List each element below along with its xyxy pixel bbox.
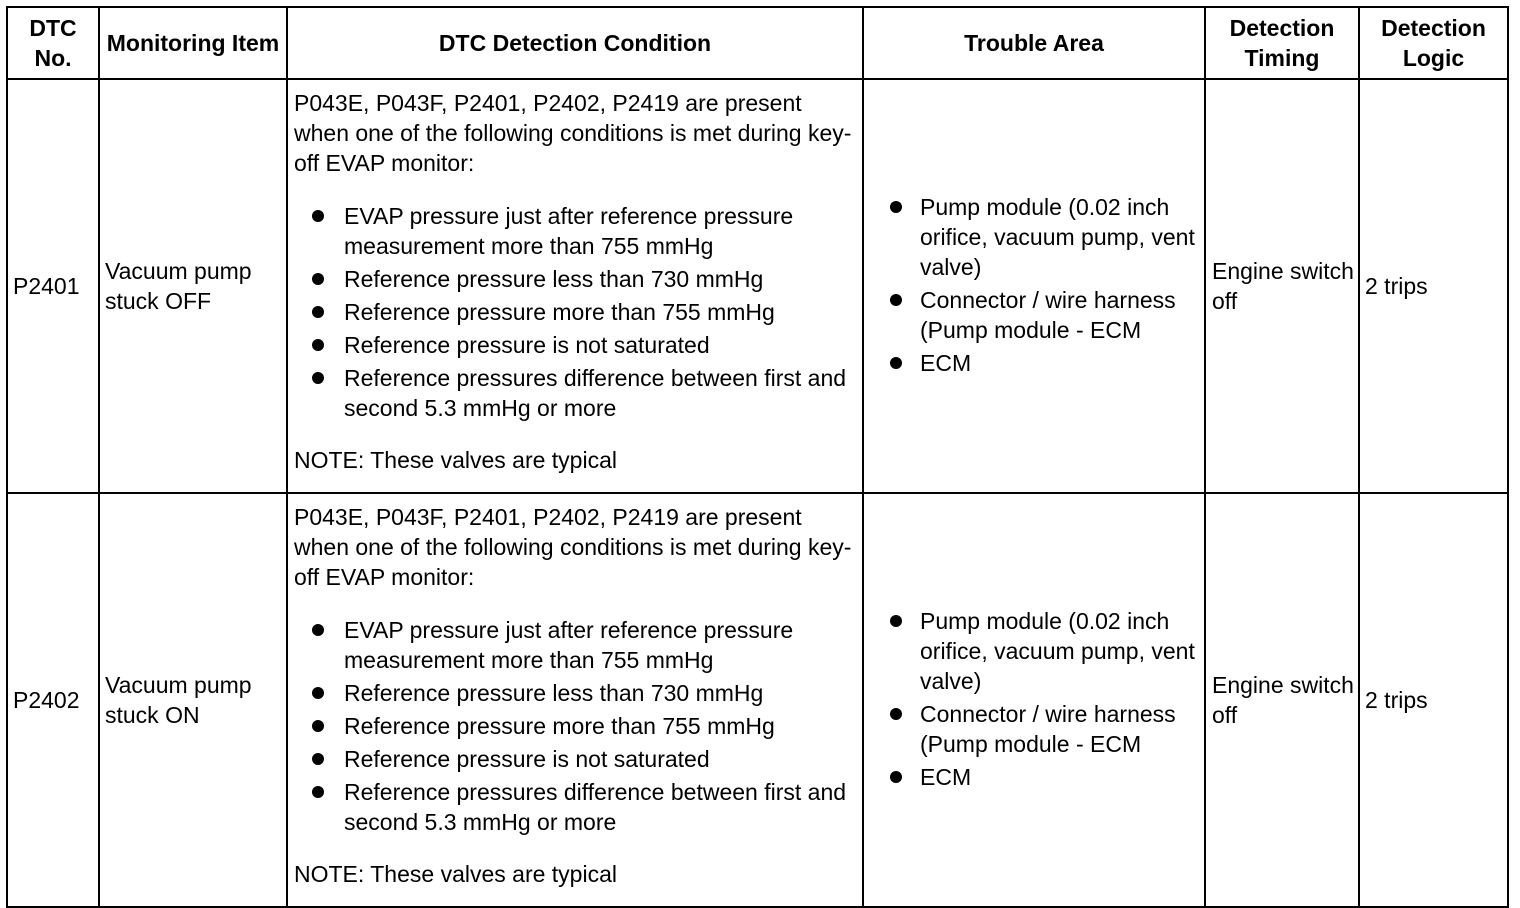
bullet-text: ECM bbox=[920, 763, 972, 790]
bullet-icon bbox=[890, 708, 902, 720]
bullet-icon bbox=[312, 306, 324, 318]
bullet-icon bbox=[890, 294, 902, 306]
trouble-area-item bbox=[888, 762, 1204, 792]
bullet-text: EVAP pressure just after reference pressure measurement more than 755 mmHg bbox=[344, 617, 794, 673]
condition-item bbox=[310, 615, 856, 675]
condition-note: NOTE: These valves are typical bbox=[294, 447, 617, 473]
bullet-text: Pump module (0.02 inch orifice, vacuum pump, vent valve) bbox=[920, 607, 1195, 694]
bullet-icon bbox=[312, 720, 324, 732]
bullet-text: Connector / wire harness (Pump module - ECM bbox=[920, 700, 1176, 757]
condition-item bbox=[310, 201, 856, 261]
trouble-area bbox=[863, 79, 1205, 493]
detection-condition bbox=[287, 493, 863, 907]
bullet-text: Reference pressures difference between first and second 5.3 mmHg or more bbox=[344, 779, 847, 835]
bullet-icon bbox=[312, 273, 324, 285]
bullet-text: Reference pressure less than 730 mmHg bbox=[344, 266, 764, 292]
bullet-text: ECM bbox=[920, 349, 972, 376]
header-detection-condition: DTC Detection Condition bbox=[287, 7, 863, 79]
bullet-icon bbox=[890, 771, 902, 783]
monitoring-item: Vacuum pump stuck OFF bbox=[99, 79, 287, 493]
dtc-table bbox=[6, 6, 1509, 908]
bullet-text: EVAP pressure just after reference pressure measurement more than 755 mmHg bbox=[344, 203, 794, 259]
detection-condition bbox=[287, 79, 863, 493]
bullet-icon bbox=[312, 753, 324, 765]
bullet-text: Reference pressure is not saturated bbox=[344, 746, 710, 772]
bullet-text: Reference pressure less than 730 mmHg bbox=[344, 680, 764, 706]
condition-item bbox=[310, 363, 856, 423]
bullet-icon bbox=[890, 357, 902, 369]
condition-item bbox=[310, 678, 856, 708]
trouble-area-item bbox=[888, 285, 1204, 345]
dtc-code: P2402 bbox=[7, 493, 99, 907]
table-row bbox=[7, 79, 1508, 493]
bullet-icon bbox=[312, 786, 324, 798]
condition-intro: P043E, P043F, P2401, P2402, P2419 are present when one of the following conditions is met during key-off EVAP monitor: bbox=[294, 504, 852, 590]
trouble-area-list bbox=[888, 192, 1204, 378]
condition-list bbox=[310, 615, 856, 837]
header-dtc-no: DTC No. bbox=[7, 7, 99, 79]
bullet-icon bbox=[890, 201, 902, 213]
table-row bbox=[7, 493, 1508, 907]
trouble-area-item bbox=[888, 192, 1204, 282]
header-detection-timing: Detection Timing bbox=[1205, 7, 1359, 79]
bullet-icon bbox=[890, 615, 902, 627]
detection-logic: 2 trips bbox=[1359, 493, 1508, 907]
header-monitoring-item: Monitoring Item bbox=[99, 7, 287, 79]
trouble-area-list bbox=[888, 606, 1204, 792]
trouble-area-item bbox=[888, 606, 1204, 696]
detection-logic: 2 trips bbox=[1359, 79, 1508, 493]
header-row bbox=[7, 7, 1508, 79]
bullet-icon bbox=[312, 624, 324, 636]
condition-item bbox=[310, 744, 856, 774]
bullet-text: Reference pressure more than 755 mmHg bbox=[344, 299, 775, 325]
trouble-area-item bbox=[888, 699, 1204, 759]
condition-intro: P043E, P043F, P2401, P2402, P2419 are present when one of the following conditions is met during key-off EVAP monitor: bbox=[294, 90, 852, 176]
bullet-text: Connector / wire harness (Pump module - ECM bbox=[920, 286, 1176, 343]
header-detection-logic: Detection Logic bbox=[1359, 7, 1508, 79]
monitoring-item: Vacuum pump stuck ON bbox=[99, 493, 287, 907]
dtc-table-wrapper bbox=[6, 6, 1509, 908]
header-trouble-area: Trouble Area bbox=[863, 7, 1205, 79]
condition-item bbox=[310, 297, 856, 327]
condition-item bbox=[310, 330, 856, 360]
bullet-icon bbox=[312, 687, 324, 699]
bullet-icon bbox=[312, 210, 324, 222]
condition-list bbox=[310, 201, 856, 423]
bullet-icon bbox=[312, 339, 324, 351]
trouble-area-item bbox=[888, 348, 1204, 378]
bullet-text: Reference pressure more than 755 mmHg bbox=[344, 713, 775, 739]
condition-item bbox=[310, 777, 856, 837]
condition-note: NOTE: These valves are typical bbox=[294, 861, 617, 887]
condition-item bbox=[310, 264, 856, 294]
bullet-icon bbox=[312, 372, 324, 384]
trouble-area bbox=[863, 493, 1205, 907]
condition-item bbox=[310, 711, 856, 741]
bullet-text: Pump module (0.02 inch orifice, vacuum pump, vent valve) bbox=[920, 193, 1195, 280]
bullet-text: Reference pressure is not saturated bbox=[344, 332, 710, 358]
detection-timing: Engine switch off bbox=[1205, 493, 1359, 907]
bullet-text: Reference pressures difference between first and second 5.3 mmHg or more bbox=[344, 365, 847, 421]
dtc-code: P2401 bbox=[7, 79, 99, 493]
detection-timing: Engine switch off bbox=[1205, 79, 1359, 493]
